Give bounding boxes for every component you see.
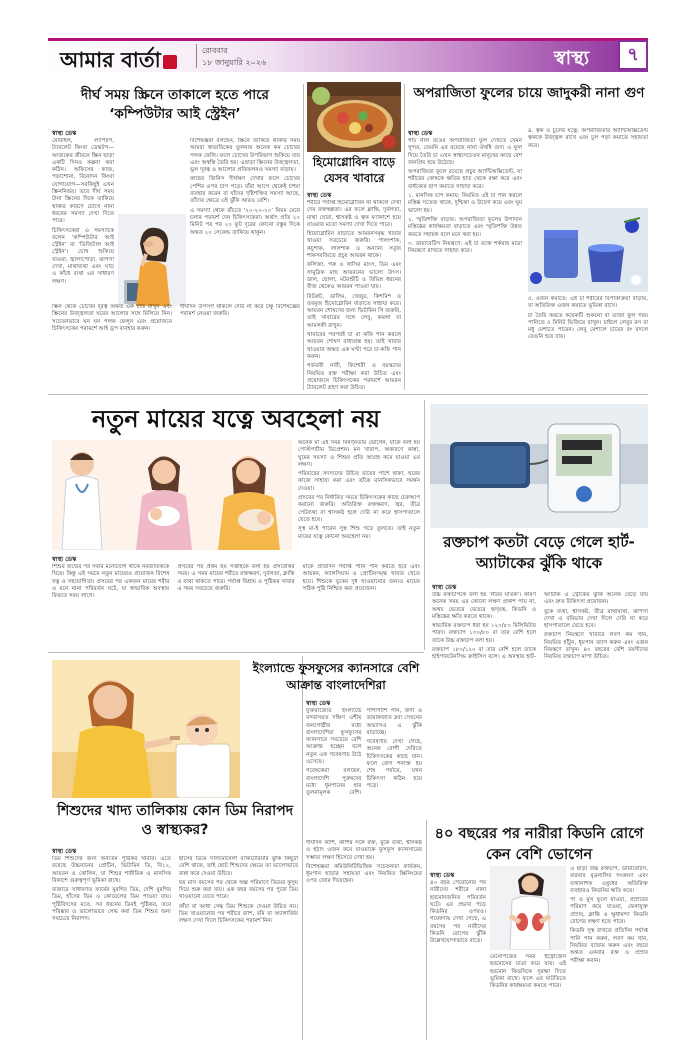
hemoglobin-paragraph: খাবারের পরপরই চা বা কফি পান করলে আয়রন শোষণ বাধাগ্রস্ত হয়। তাই খাবার খাওয়ার অন্তত এক ঘণ্টা পরে চা-কফি পান করুন। bbox=[307, 332, 401, 360]
lung-cancer-paragraph: দীর্ঘদিন কাশি, কাশির সঙ্গে রক্ত, বুকে ব্যথা, শ্বাসকষ্ট ও হঠাৎ ওজন কমে যাওয়াকে ফুসফুস ক্যানসারের সম্ভাব্য লক্ষণ হিসেবে দেখা হয়। bbox=[306, 840, 422, 861]
section-rule bbox=[48, 652, 424, 653]
eye-strain-paragraph: এ সমস্যা থেকে বাঁচতে ‘২০-২০-২০’ নিয়ম মেনে চলার পরামর্শ দেন চিকিৎসকেরা। অর্থাৎ প্রতি ২০ মিনিট পর পর ২০ ফুট দূরের কোনো বস্তুর দিকে অন্তত ২০ সেকেন্ড তাকিয়ে থাকুন। bbox=[190, 207, 300, 236]
section-title: স্বাস্থ্য bbox=[554, 47, 590, 69]
eye-strain-body-bottom bbox=[52, 304, 300, 390]
kidney-women-headline: ৪০ বছরের পর নারীরা কিডনি রোগে কেন বেশি ভোগেন bbox=[434, 826, 644, 863]
aparajita-paragraph: ২. স্মৃতিশক্তি বাড়ায়: অপরাজিতা ফুলের উপাদান মস্তিষ্কের কার্যক্ষমতা বাড়াতে এবং স্মৃতিশক্তি উন্নত করতে সহায়ক বলে মনে করা হয়। bbox=[408, 216, 522, 238]
eye-strain-paragraph: কাছের জিনিস দীর্ঘক্ষণ দেখার ফলে চোখের পেশির ওপর চাপ পড়ে। যাঁরা আগে থেকেই চশমা ব্যবহার করেন বা যাঁদের দৃষ্টিশক্তির সমস্যা আছে, তাঁদের ক্ষেত্রে এই ঝুঁকি আরও বেশি। bbox=[190, 176, 300, 205]
eye-strain-paragraph: বিশেষজ্ঞরা বলছেন, স্ক্রিনে তাকিয়ে থাকার সময় আমরা স্বাভাবিকের তুলনায় অনেক কম চোখের পলক ফেলি। ফলে চোখের উপরিভাগ শুকিয়ে যায় এবং অস্বস্তি তৈরি হয়। এছাড়া স্ক্রিনের উজ্জ্বলতা, ভুল দূরত্ব ও আলোর প্রতিফলনও সমস্যা বাড়ায়। bbox=[190, 138, 300, 174]
aparajita-paragraph: অপরাজিতা ফুলে রয়েছে প্রচুর অ্যান্টিঅক্সিডেন্ট, যা শরীরের কোষকে ক্ষতির হাত থেকে রক্ষা করে এবং বার্ধক্যের ছাপ কমাতে সাহায্য করে। bbox=[408, 169, 522, 190]
eye-strain-headline: দীর্ঘ সময় স্ক্রিনে তাকালে হতে পারে ‘কম্পিউটার আই স্ট্রেইন’ bbox=[81, 87, 269, 122]
food-bowl-icon bbox=[307, 82, 401, 152]
logo-text: আমার বার্তা bbox=[60, 47, 161, 72]
blood-pressure-paragraph: উচ্চ রক্তচাপকে বলা হয় ‘নীরব ঘাতক’। কারণ অনেক সময় এর কোনো লক্ষণ প্রকাশ পায় না, অথচ ভেতরে ভেতরে হৃদ্‌যন্ত্র, কিডনি ও মস্তিষ্কের ক্ষতি করতে থাকে। bbox=[432, 592, 536, 620]
new-mother-paragraph: অনেক মা এই সময় বিষণ্নতায় ভোগেন, যাকে বলা হয় পোস্টপার্টাম ডিপ্রেশন। মন খারাপ, অকারণে কান্না, ঘুমের সমস্যা ও শিশুর প্রতি আগ্রহ কমে যাওয়া এর লক্ষণ। bbox=[298, 440, 420, 468]
kidney-women-paragraph: ৪০ বছর পেরোনোর পর নারীদের শরীরে নানা হরমোনজনিত পরিবর্তন ঘটে। এর প্রভাব পড়ে কিডনির ওপরও। গবেষণায় দেখা গেছে, এ বয়সের পর নারীদের কিডনি রোগের ঝুঁকি উল্লেখযোগ্যভাবে বাড়ে। bbox=[430, 880, 486, 945]
lung-cancer-body-lower bbox=[306, 840, 422, 1036]
eggs-children-paragraph: কাঁচা বা আধা সেদ্ধ ডিম শিশুকে দেওয়া উচিত নয়। ডিম খাওয়ানোর পর শরীরে র‍্যাশ, বমি বা অ্যালার্জির লক্ষণ দেখা দিলে চিকিৎসকের পরামর্শ নিন। bbox=[179, 903, 298, 925]
hemoglobin-paragraph: গর্ভবতী নারী, কিশোরী ও বয়স্কদের নিয়মিত রক্ত পরীক্ষা করা উচিত এবং প্রয়োজনে চিকিৎসকের পরামর্শে আয়রন ট্যাবলেট গ্রহণ করা উচিত। bbox=[307, 363, 401, 390]
column-rule bbox=[404, 84, 405, 390]
column-rule bbox=[426, 820, 427, 1040]
new-mother-byline: স্বাস্থ্য ডেস্ক bbox=[52, 556, 77, 563]
blood-pressure-paragraph: রক্তচাপ ১৮০/১২০ বা তার বেশি হলে তাকে হাইপারটেনসিভ ক্রাইসিস বলে। এ অবস্থায় হার্ট-অ্যাটাক ও স্ট্রোকের ঝুঁকি অনেক বেড়ে যায় এবং দ্রুত চিকিৎসা প্রয়োজন। bbox=[432, 592, 648, 661]
new-mother-paragraph: পরিবারের সদস্যদের উচিত মায়ের পাশে থাকা, ঘরের কাজে সাহায্য করা এবং তাঁকে মানসিকভাবে সমর্থন দেওয়া। bbox=[298, 471, 420, 492]
kidney-women-body-left bbox=[430, 880, 486, 1036]
new-mother-paragraph: সুস্থ মা-ই পারেন সুস্থ শিশু গড়ে তুলতে। তাই নতুন মায়ের যত্নে কোনো অবহেলা নয়। bbox=[298, 526, 420, 540]
kidney-women-body-mid bbox=[490, 954, 566, 1036]
eggs-children-paragraph: ছয় মাস বয়সের পর থেকে অল্প পরিমাণে ডিমের কুসুম দিয়ে শুরু করা যায়। এক বছর বয়সের পর পুরো ডিম খাওয়ানো যেতে পারে। bbox=[179, 879, 298, 901]
aparajita-paragraph: ৫. ওজন কমাতে: এই চা শরীরের বিপাকক্রিয়া বাড়ায়, যা অতিরিক্ত ওজন কমাতে ভূমিকা রাখে। bbox=[528, 296, 648, 310]
hemoglobin-paragraph: বিটরুট, ডালিম, খেজুর, কিশমিশ ও তরমুজ হিমোগ্লোবিন বাড়াতে সাহায্য করে। আয়রন শোষণের জন্য ভিটামিন সি জরুরি, তাই খাবারের সঙ্গে লেবু, কমলা বা আমলকী রাখুন। bbox=[307, 293, 401, 329]
eye-strain-paragraph: দীর্ঘদিন উপসর্গ থাকলে দেরি না করে চক্ষু বিশেষজ্ঞের পরামর্শ নেওয়া জরুরি। bbox=[180, 304, 300, 318]
issue-day: রোববার bbox=[202, 46, 228, 55]
aparajita-body-right-bottom bbox=[528, 296, 648, 388]
eggs-children-paragraph: হাঁসের ডিমে সালমোনেলা ব্যাকটেরিয়ার ঝুঁকি কিছুটা বেশি থাকে, তাই ছোট শিশুদের ক্ষেত্রে তা ভালোভাবে রান্না করে দেওয়া উচিত। bbox=[179, 856, 298, 877]
lung-cancer-byline: স্বাস্থ্য ডেস্ক bbox=[306, 700, 331, 707]
eye-strain-byline: স্বাস্থ্য ডেস্ক bbox=[52, 130, 77, 137]
new-mother-paragraph: প্রসবের পর নির্ধারিত সময়ে চিকিৎসকের কাছে চেকআপ করানো জরুরি। অতিরিক্ত রক্তক্ষরণ, জ্বর, তীব্র পেটব্যথা বা শ্বাসকষ্ট হলে দেরি না করে হাসপাতালে যেতে হবে। bbox=[298, 495, 420, 523]
aparajita-body-right-top bbox=[528, 128, 648, 204]
aparajita-headline: অপরাজিতা ফুলের চায়ে জাদুকরী নানা গুণ bbox=[413, 85, 645, 101]
kidney-women-paragraph: কিডনি সুস্থ রাখতে প্রতিদিন পর্যাপ্ত পানি পান করুন, লবণ কম খান, নিয়মিত ব্যায়াম করুন এবং বছরে অন্তত একবার রক্ত ও প্রস্রাব পরীক্ষা করান। bbox=[570, 928, 648, 964]
eye-strain-body-right bbox=[190, 138, 300, 298]
hemoglobin-paragraph: শরীরে পর্যাপ্ত হিমোগ্লোবিন না থাকলে দেখা দেয় রক্তস্বল্পতা। এর ফলে ক্লান্তি, দুর্বলতা, মাথা ঘোরা, শ্বাসকষ্ট ও ত্বক ফ্যাকাশে হয়ে যাওয়ার মতো সমস্যা দেখা দিতে পারে। bbox=[307, 200, 401, 228]
aparajita-paragraph: ৪. ত্বক ও চুলের যত্নে: অপরাজিতার অ্যান্টিঅক্সিডেন্ট ত্বককে উজ্জ্বল রাখে এবং চুল পড়া কমাতে সহায়তা করে। bbox=[528, 128, 648, 149]
eye-strain-paragraph: চিকিৎসকেরা এ সমস্যাকে বলেন ‘কম্পিউটার আই স্ট্রেইন’ বা ‘ডিজিটাল আই স্ট্রেইন’। চোখ শুকিয়ে যাওয়া, জ্বালাপোড়া, ঝাপসা দেখা, মাথাব্যথা এবং ঘাড় ও কাঁধে ব্যথা এর সাধারণ লক্ষণ। bbox=[52, 227, 114, 285]
aparajita-paragraph: গাঢ় নীল রঙের অপরাজিতা ফুল দেখতে যেমন সুন্দর, তেমনি এর রয়েছে নানা ঔষধি গুণ। এ ফুল দিয়ে তৈরি চা এখন স্বাস্থ্যসচেতন মানুষের কাছে বেশ জনপ্রিয় হয়ে উঠেছে। bbox=[408, 138, 522, 166]
blood-pressure-body bbox=[432, 592, 648, 816]
new-mother-paragraph: মাকে প্রতিদিন পর্যাপ্ত পানি পান করতে হবে এবং আয়রন, ক্যালসিয়াম ও প্রোটিনসমৃদ্ধ খাবার খেতে হবে। শিশুকে বুকের দুধ খাওয়ানোর জন্যও মায়ের সঠিক পুষ্টি নিশ্চিত করা প্রয়োজন। bbox=[302, 564, 420, 592]
page-number: ৭ bbox=[618, 40, 648, 70]
kidney-women-byline: স্বাস্থ্য ডেস্ক bbox=[430, 872, 455, 879]
kidney-women-body-right bbox=[570, 866, 648, 1036]
kidney-women-paragraph: পা ও মুখ ফুলে যাওয়া, প্রস্রাবের পরিমাণ কমে যাওয়া, ফেনাযুক্ত প্রস্রাব, ক্লান্তি ও ক্ষুধামন্দা কিডনি রোগের লক্ষণ হতে পারে। bbox=[570, 897, 648, 926]
new-mother-paragraph: শিশুর জন্মের পর সবার মনোযোগ থাকে নবজাতককে ঘিরে। কিন্তু এই সময়ে নতুন মায়েরও প্রয়োজন বিশেষ যত্ন ও সহযোগিতা। প্রসবের পর একজন মায়ের শরীর ও মনে নানা পরিবর্তন ঘটে, যা স্বাভাবিক অবস্থায় ফিরতে সময় লাগে। bbox=[52, 564, 170, 600]
blood-pressure-headline: রক্তচাপ কতটা বেড়ে গেলে হার্ট-অ্যাটাকের ঝুঁকি থাকে bbox=[443, 533, 635, 572]
section-rule bbox=[48, 394, 648, 395]
mother-doctor-baby-illustration bbox=[52, 440, 292, 550]
eye-strain-paragraph: মোবাইল, ল্যাপটপ, ট্যাবলেট কিংবা ডেস্কটপ—আজকের জীবনে স্ক্রিন ছাড়া একটি দিনও কল্পনা করা কঠিন। অফিসের কাজ, পড়াশোনা, বিনোদন কিংবা যোগাযোগ—সবকিছুই এখন স্ক্রিননির্ভর। তবে দীর্ঘ সময় টানা স্ক্রিনের দিকে তাকিয়ে থাকার কারণে চোখে নানা ধরনের সমস্যা দেখা দিতে পারে। bbox=[52, 138, 114, 225]
kidney-women-paragraph: এ ছাড়া উচ্চ রক্তচাপ, ডায়াবেটিস, বারবার মূত্রনালির সংক্রমণ এবং ব্যথানাশক ওষুধের অতিরিক্ত ব্যবহারও কিডনির ক্ষতি করে। bbox=[570, 866, 648, 894]
hemoglobin-headline: হিমোগ্লোবিন বাড়ে যেসব খাবারে bbox=[312, 155, 396, 185]
woman-rubbing-eyes-icon bbox=[118, 214, 186, 306]
aparajita-paragraph: ১. মানসিক চাপ কমায়: নিয়মিত এই চা পান করলে মস্তিষ্ক সতেজ থাকে, দুশ্চিন্তা ও উদ্বেগ কমে এবং ঘুম ভালো হয়। bbox=[408, 193, 522, 214]
blood-pressure-monitor-icon bbox=[430, 404, 648, 528]
blood-pressure-photo bbox=[430, 404, 648, 528]
aparajita-byline: স্বাস্থ্য ডেস্ক bbox=[408, 130, 433, 137]
lung-cancer-headline: ইংল্যান্ডে ফুসফুসের ক্যানসারে বেশি আক্রান্ত বাংলাদেশিরা bbox=[252, 661, 420, 692]
eye-strain-paragraph: স্ক্রিন থেকে চোখের দূরত্ব অন্তত এক হাত রাখুন এবং স্ক্রিনের উজ্জ্বলতা ঘরের আলোর সঙ্গে মিলিয়ে নিন। সচেতনভাবে ঘন ঘন পলক ফেলুন এবং প্রয়োজনে চিকিৎসকের পরামর্শে আই ড্রপ ব্যবহার করুন। bbox=[52, 304, 172, 332]
eye-strain-body-left bbox=[52, 138, 114, 288]
eggs-children-byline: স্বাস্থ্য ডেস্ক bbox=[52, 848, 77, 855]
lung-cancer-paragraph: বিশেষজ্ঞরা কমিউনিটিভিত্তিক সচেতনতা কার্যক্রম, ধূমপান ছাড়ার সহায়তা এবং নিয়মিত স্ক্রিনিংয়ের ওপর জোর দিয়েছেন। bbox=[306, 863, 422, 885]
column-rule bbox=[302, 656, 303, 1040]
hemoglobin-paragraph: কলিজা, গরু ও খাসির মাংস, ডিম এবং সামুদ্রিক মাছ আয়রনের ভালো উৎস। ডাল, ছোলা, মটরশুঁটি ও বিভিন্ন ধরনের বীজ থেকেও আয়রন পাওয়া যায়। bbox=[307, 262, 401, 291]
blue-tea-cups-icon bbox=[528, 208, 648, 292]
eggs-children-paragraph: বাজারে সাধারণত ফার্মের মুরগির ডিম, দেশি মুরগির ডিম, হাঁসের ডিম ও কোয়েলের ডিম পাওয়া যায়। পুষ্টিবিদদের মতে, সব ধরনের ডিমই পুষ্টিকর, তবে পরিষ্কার ও ভালোভাবে সেদ্ধ করা ডিম শিশুর জন্য সবচেয়ে নিরাপদ। bbox=[52, 887, 171, 923]
logo-mark-icon bbox=[163, 55, 177, 69]
new-mother-headline: নতুন মায়ের যত্নে অবহেলা নয় bbox=[91, 405, 381, 433]
newspaper-logo bbox=[60, 44, 177, 79]
new-mother-body-bottom bbox=[52, 564, 420, 650]
new-mother-paragraph: প্রসবের পর প্রথম ছয় সপ্তাহকে বলা হয় প্রসবোত্তর সময়। এ সময় মায়ের শরীরে রক্তক্ষরণ, দুর্বলতা, ক্লান্তি ও ব্যথা থাকতে পারে। পর্যাপ্ত বিশ্রাম ও পুষ্টিকর খাবার এ সময় সবচেয়ে জরুরি। bbox=[177, 564, 295, 592]
mother-feeding-baby-icon bbox=[52, 660, 240, 798]
aparajita-photo bbox=[528, 208, 648, 292]
aparajita-body-left bbox=[408, 138, 522, 388]
issue-date: ১৮ জানুয়ারি ২০২৬ bbox=[202, 58, 267, 67]
new-mother-body-right bbox=[298, 440, 420, 562]
blood-pressure-paragraph: বুকে ব্যথা, শ্বাসকষ্ট, তীব্র মাথাব্যথা, ঝাপসা দেখা ও বমিভাব দেখা দিলে দেরি না করে হাসপাতালে যেতে হবে। bbox=[544, 608, 648, 630]
eggs-children-headline: শিশুদের খাদ্য তালিকায় কোন ডিম নিরাপদ ও স্বাস্থ্যকর? bbox=[56, 803, 294, 838]
new-mother-photo bbox=[52, 440, 292, 550]
hemoglobin-byline: স্বাস্থ্য ডেস্ক bbox=[307, 192, 332, 199]
kidney-women-photo bbox=[490, 866, 566, 950]
blood-pressure-paragraph: স্বাভাবিক রক্তচাপ ধরা হয় ১২০/৮০ মিলিমিটার পারদ। রক্তচাপ ১৩০/৮০ বা তার বেশি হলে তাকে উচ্চ রক্তচাপ বলা হয়। bbox=[432, 623, 536, 644]
kidney-women-paragraph: মেনোপজের সময় ইস্ট্রোজেন হরমোনের মাত্রা কমে যায়। এই হরমোন কিডনিকে সুরক্ষা দিতে ভূমিকা রাখে। ফলে এর ঘাটতিতে কিডনির কার্যক্ষমতা কমতে পারে। bbox=[490, 954, 566, 990]
eggs-children-paragraph: ডিম শিশুদের জন্য অন্যতম পুষ্টিকর খাবার। এতে রয়েছে উচ্চমানের প্রোটিন, ভিটামিন ডি, বি১২, আয়রন ও কোলিন, যা শিশুর শারীরিক ও মানসিক বিকাশে গুরুত্বপূর্ণ ভূমিকা রাখে। bbox=[52, 856, 171, 884]
header-divider bbox=[196, 44, 197, 68]
hemoglobin-body bbox=[307, 200, 401, 390]
lung-cancer-body bbox=[306, 708, 422, 838]
eggs-children-photo bbox=[52, 660, 240, 798]
lung-cancer-paragraph: যুক্তরাজ্যের ইংল্যান্ডে বসবাসরত দক্ষিণ এশীয় জনগোষ্ঠীর মধ্যে বাংলাদেশিরা ফুসফুসের ক্যানসারে সবচেয়ে বেশি আক্রান্ত হচ্ছেন বলে নতুন এক গবেষণায় উঠে এসেছে। bbox=[306, 708, 362, 766]
aparajita-paragraph: চা তৈরি করতে কয়েকটি শুকনো বা তাজা ফুল গরম পানিতে ৫ মিনিট ভিজিয়ে রাখুন। চাইলে লেবুর রস বা মধু মেশাতে পারেন। লেবু মেশালে চায়ের রং বদলে বেগুনি হয়ে যায়। bbox=[528, 312, 648, 341]
lung-cancer-paragraph: গবেষকেরা বলছেন, বাংলাদেশি পুরুষদের মধ্যে ধূমপানের হার তুলনামূলক বেশি। পাশাপাশি পান, জর্দা ও তামাকজাত দ্রব্য সেবনের অভ্যাসও এ ঝুঁকি বাড়াচ্ছে। bbox=[306, 708, 422, 797]
hemoglobin-photo bbox=[307, 82, 401, 152]
column-rule bbox=[424, 400, 425, 650]
column-rule bbox=[303, 84, 304, 390]
aparajita-paragraph: ৩. ডায়াবেটিস নিয়ন্ত্রণে: এই চা রক্তে শর্করার মাত্রা নিয়ন্ত্রণে রাখতে সাহায্য করে। bbox=[408, 240, 522, 255]
eggs-children-body bbox=[52, 856, 298, 1036]
lung-cancer-paragraph: গবেষণায় দেখা গেছে, অনেক রোগী দেরিতে চিকিৎসকের কাছে যান। ফলে রোগ শনাক্ত হয় শেষ পর্যায়ে, যখন চিকিৎসা কঠিন হয়ে পড়ে। bbox=[366, 739, 422, 789]
eye-strain-photo bbox=[118, 214, 186, 306]
hemoglobin-paragraph: হিমোগ্লোবিন বাড়াতে আয়রনসমৃদ্ধ খাবার খাওয়া সবচেয়ে জরুরি। পালংশাক, কচুশাক, লালশাক ও অন্যান্য সবুজ শাকসবজিতে প্রচুর আয়রন থাকে। bbox=[307, 231, 401, 260]
blood-pressure-paragraph: রক্তচাপ নিয়ন্ত্রণে খাবারে লবণ কম খান, নিয়মিত হাঁটুন, ধূমপান ত্যাগ করুন এবং ওজন নিয়ন্ত্রণে রাখুন। ৪০ বছরের বেশি বয়সীদের নিয়মিত রক্তচাপ মাপা উচিত। bbox=[544, 632, 648, 661]
woman-kidney-pain-icon bbox=[490, 866, 566, 950]
blood-pressure-byline: স্বাস্থ্য ডেস্ক bbox=[432, 584, 457, 591]
